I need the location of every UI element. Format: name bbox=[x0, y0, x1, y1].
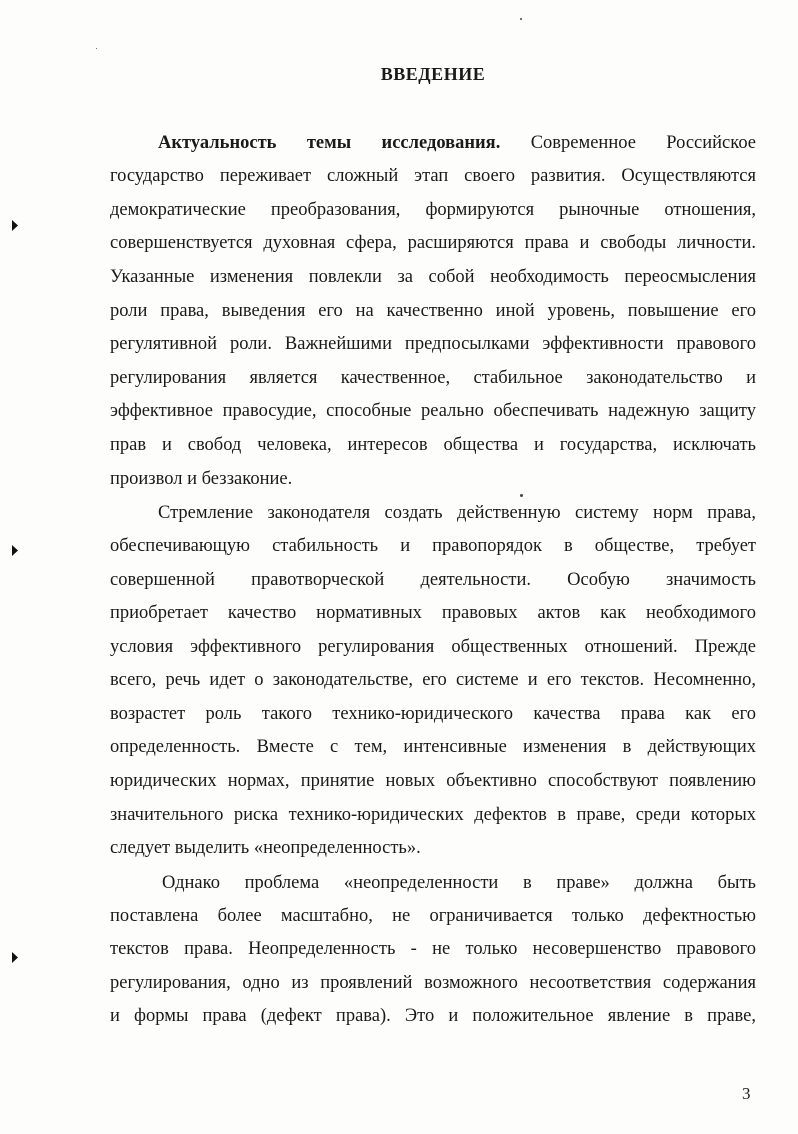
paragraph-line: государство переживает сложный этап своего развития. Осуществляются bbox=[110, 166, 756, 186]
page-title: ВВЕДЕНИЕ bbox=[380, 64, 486, 84]
page-number: 3 bbox=[742, 1084, 751, 1103]
paragraph-line: Стремление законодателя создать действенную систему норм права, bbox=[158, 503, 756, 523]
paragraph-line: регулятивной роли. Важнейшими предпосылками эффективности правового bbox=[110, 334, 756, 354]
binding-mark bbox=[12, 545, 18, 556]
paragraph-text: Современное Российское bbox=[530, 133, 757, 153]
paragraph-line: Однако проблема «неопределенности в праве» должна быть bbox=[162, 873, 756, 893]
paragraph-line: регулирования, одно из проявлений возможного несоответствия содержания bbox=[110, 973, 756, 993]
scan-speck bbox=[520, 18, 522, 20]
paragraph-line: следует выделить «неопределенность». bbox=[110, 838, 421, 858]
paragraph-line: поставлена более масштабно, не ограничивается только дефектностью bbox=[110, 906, 756, 926]
paragraph-line: юридических нормах, принятие новых объективно способствуют появлению bbox=[110, 771, 756, 791]
paragraph-line: регулирования является качественное, стабильное законодательство и bbox=[110, 368, 756, 388]
paragraph-line: и формы права (дефект права). Это и положительное явление в праве, bbox=[110, 1006, 756, 1026]
binding-mark bbox=[12, 952, 18, 963]
scan-speck bbox=[520, 494, 523, 497]
paragraph-line: совершенствуется духовная сфера, расширяются права и свободы личности. bbox=[110, 233, 756, 253]
paragraph-line: эффективное правосудие, способные реально обеспечивать надежную защиту bbox=[110, 401, 756, 421]
paragraph-line: значительного риска технико-юридических дефектов в праве, среди которых bbox=[110, 805, 756, 825]
paragraph-line: совершенной правотворческой деятельности. Особую значимость bbox=[110, 570, 756, 590]
paragraph-line: определенность. Вместе с тем, интенсивные изменения в действующих bbox=[110, 737, 756, 757]
paragraph-line: всего, речь идет о законодательстве, его системе и его текстов. Несомненно, bbox=[110, 670, 756, 690]
scan-speck bbox=[96, 48, 97, 49]
paragraph-lead: Актуальность темы исследования. bbox=[158, 133, 501, 153]
paragraph-line: прав и свобод человека, интересов общества и государства, исключать bbox=[110, 435, 756, 455]
paragraph-line: текстов права. Неопределенность - не только несовершенство правового bbox=[110, 939, 756, 959]
paragraph-line: Указанные изменения повлекли за собой необходимость переосмысления bbox=[110, 267, 756, 287]
binding-mark bbox=[12, 220, 18, 231]
paragraph-line: условия эффективного регулирования общественных отношений. Прежде bbox=[110, 637, 756, 657]
paragraph-line: обеспечивающую стабильность и правопорядок в обществе, требует bbox=[110, 536, 756, 556]
paragraph-line bbox=[158, 133, 756, 153]
paragraph-line: произвол и беззаконие. bbox=[110, 469, 293, 489]
paragraph-line: приобретает качество нормативных правовых актов как необходимого bbox=[110, 603, 756, 623]
paragraph-line: роли права, выведения его на качественно иной уровень, повышение его bbox=[110, 301, 756, 321]
paragraph-line: возрастет роль такого технико-юридического качества права как его bbox=[110, 704, 756, 724]
paragraph-line: демократические преобразования, формируются рыночные отношения, bbox=[110, 200, 756, 220]
